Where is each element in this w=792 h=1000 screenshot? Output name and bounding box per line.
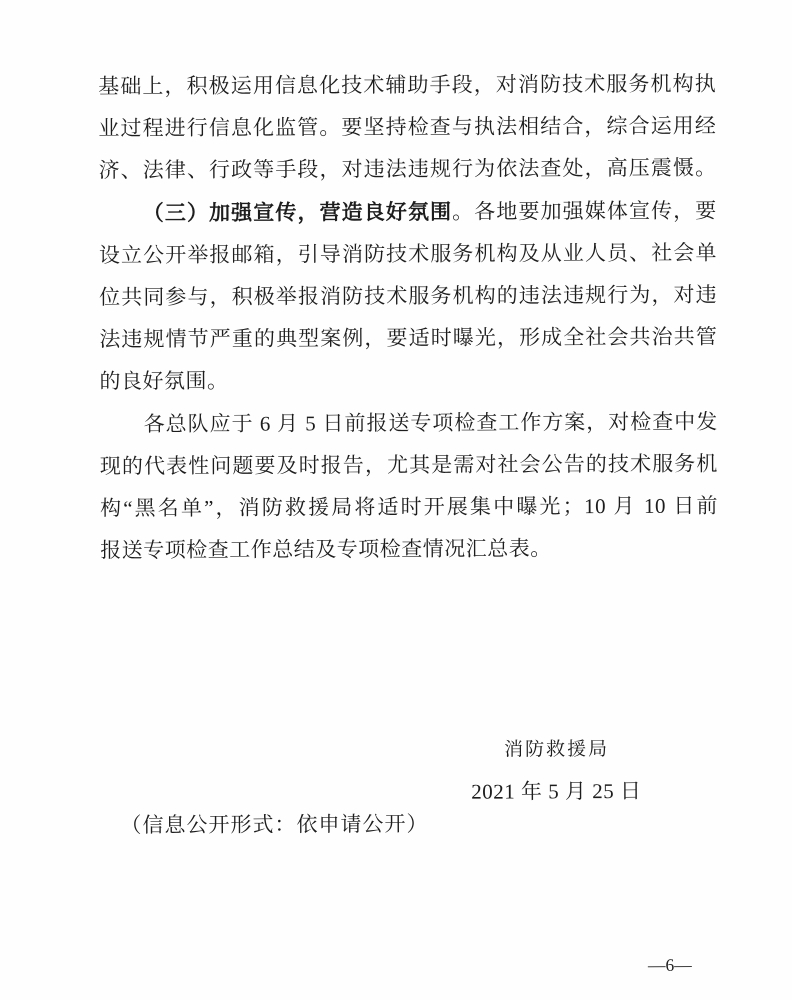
text-line: 位共同参与，积极举报消防技术服务机构的违法违规行为，对违 <box>99 282 718 310</box>
section-heading-bold: （三）加强宣传，营造良好氛围 <box>142 199 453 225</box>
text-line: 现的代表性问题要及时报告，尤其是需对社会公告的技术服务机 <box>99 451 718 479</box>
disclosure-note: （信息公开形式：依申请公开） <box>120 811 429 838</box>
signature-organization: 消防救援局 <box>504 739 610 761</box>
signature-date: 2021 年 5 月 25 日 <box>471 778 642 804</box>
text-line: 报送专项检查工作总结及专项检查情况汇总表。 <box>100 536 552 563</box>
text-line: 各总队应于 6 月 5 日前报送专项检查工作方案，对检查中发 <box>143 409 718 436</box>
page-number: —6— <box>647 954 692 975</box>
text-line: 业过程进行信息化监管。要坚持检查与执法相结合，综合运用经 <box>98 113 717 141</box>
text-line: 构“黑名单”，消防救援局将适时开展集中曝光；10 月 10 日前 <box>99 493 719 521</box>
text-line: 设立公开举报邮箱，引导消防技术服务机构及从业人员、社会单 <box>98 240 717 268</box>
section-heading-rest: 。各地要加强媒体宣传，要 <box>452 198 717 224</box>
document-body <box>98 63 718 572</box>
text-line: 法违规情节严重的典型案例，要适时曝光，形成全社会共治共管 <box>99 324 718 352</box>
text-line: 基础上，积极运用信息化技术辅助手段，对消防技术服务机构执 <box>98 71 717 99</box>
text-line: 的良好氛围。 <box>99 369 229 394</box>
text-line-heading <box>99 189 717 234</box>
text-line: 济、法律、行政等手段，对违法违规行为依法查处，高压震慑。 <box>98 156 717 183</box>
